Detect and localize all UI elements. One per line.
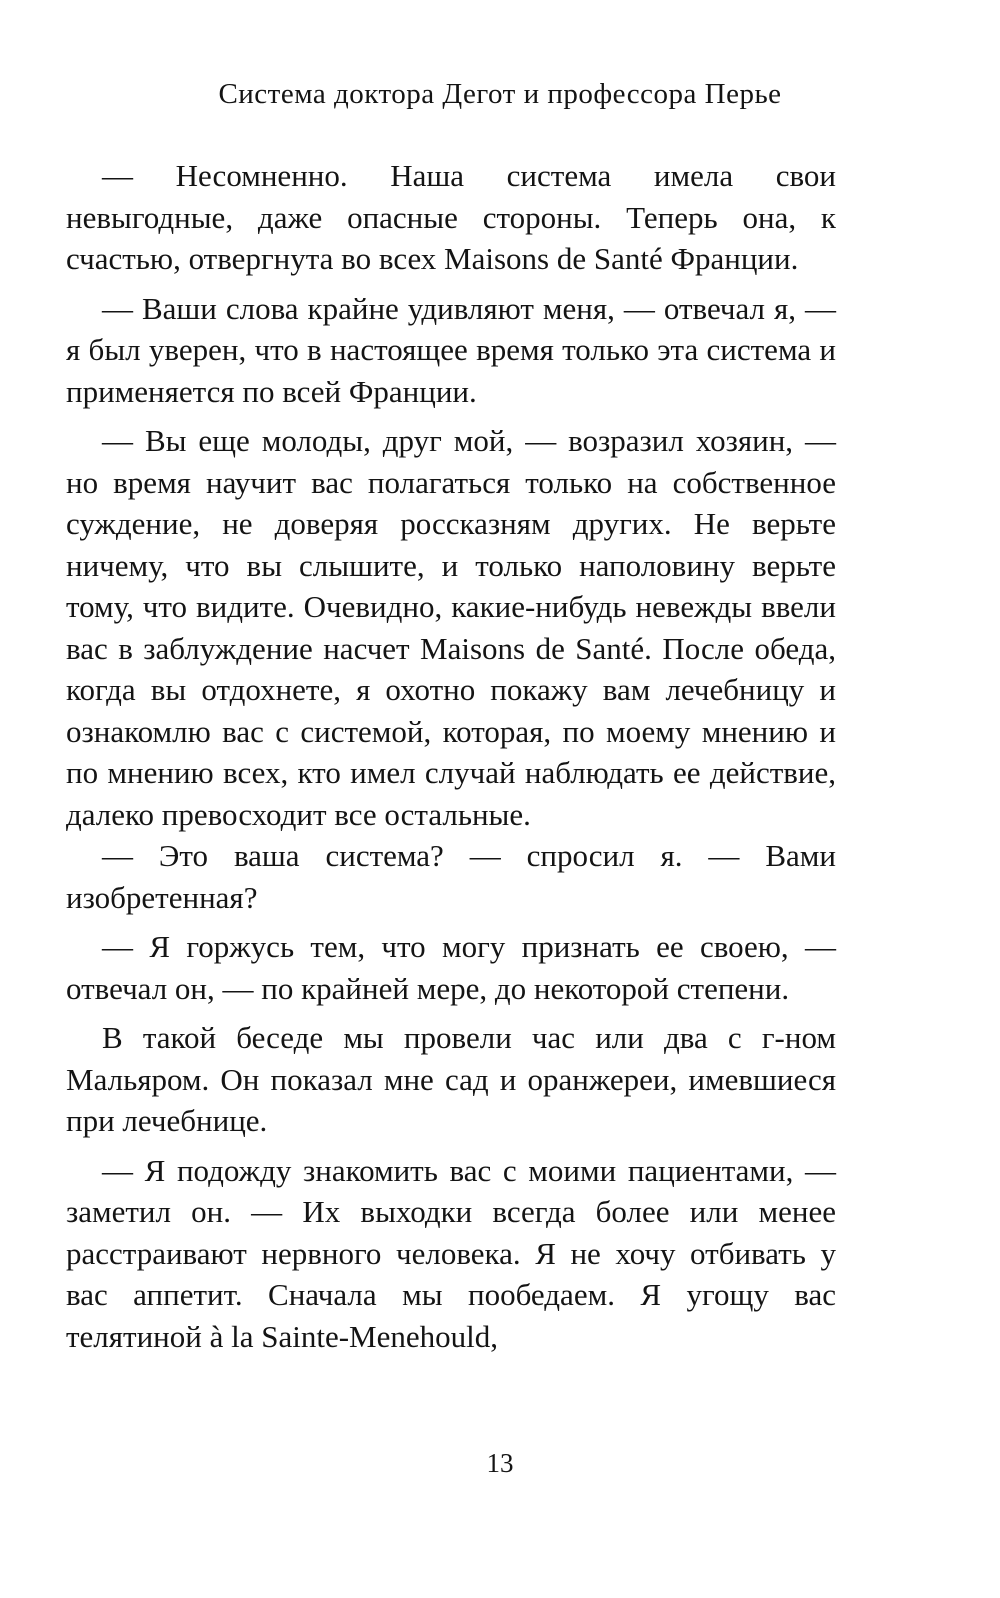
- paragraph-5: — Я горжусь тем, что могу признать ее своею, — отвечал он, — по крайней мере, до некоторой степени.: [66, 929, 836, 1006]
- running-head: Система доктора Дегот и профессора Перье: [218, 78, 782, 110]
- paragraph-7: — Я подожду знакомить вас с моими пациентами, — заметил он. — Их выходки всегда более или менее расстраивают нервного человека. Я не хочу отбивать у вас аппетит. Сначала мы пообедаем. Я угощу вас телятиной à la Sainte-Menehould,: [66, 1152, 836, 1354]
- body-text: [66, 155, 836, 1357]
- paragraph-2: — Ваши слова крайне удивляют меня, — отвечал я, — я был уверен, что в настоящее время только эта система и применяется по всей Франции.: [66, 290, 836, 409]
- page-number: 13: [486, 1448, 514, 1478]
- paragraph-3: — Вы еще молоды, друг мой, — возразил хозяин, — но время научит вас полагаться только на собственное суждение, не доверяя россказням других. Не верьте ничему, что вы слышите, и только наполовину верьте тому, что видите. Очевидно, какие-нибудь невежды ввели вас в заблуждение насчет Maisons de Santé. После обеда, когда вы отдохнете, я охотно покажу вам лечебницу и ознакомлю вас с системой, которая, по моему мнению и по мнению всех, кто имел случай наблюдать ее действие, далеко превосходит все остальные.: [66, 423, 836, 832]
- paragraph-1: — Несомненно. Наша система имела свои невыгодные, даже опасные стороны. Теперь она, к счастью, отвергнута во всех Maisons de Santé Франции.: [66, 158, 836, 276]
- paragraph-4: — Это ваша система? — спросил я. — Вами изобретенная?: [66, 838, 836, 915]
- paragraph-6: В такой беседе мы провели час или два с г-ном Мальяром. Он показал мне сад и оранжереи, имевшиеся при лечебнице.: [66, 1020, 836, 1138]
